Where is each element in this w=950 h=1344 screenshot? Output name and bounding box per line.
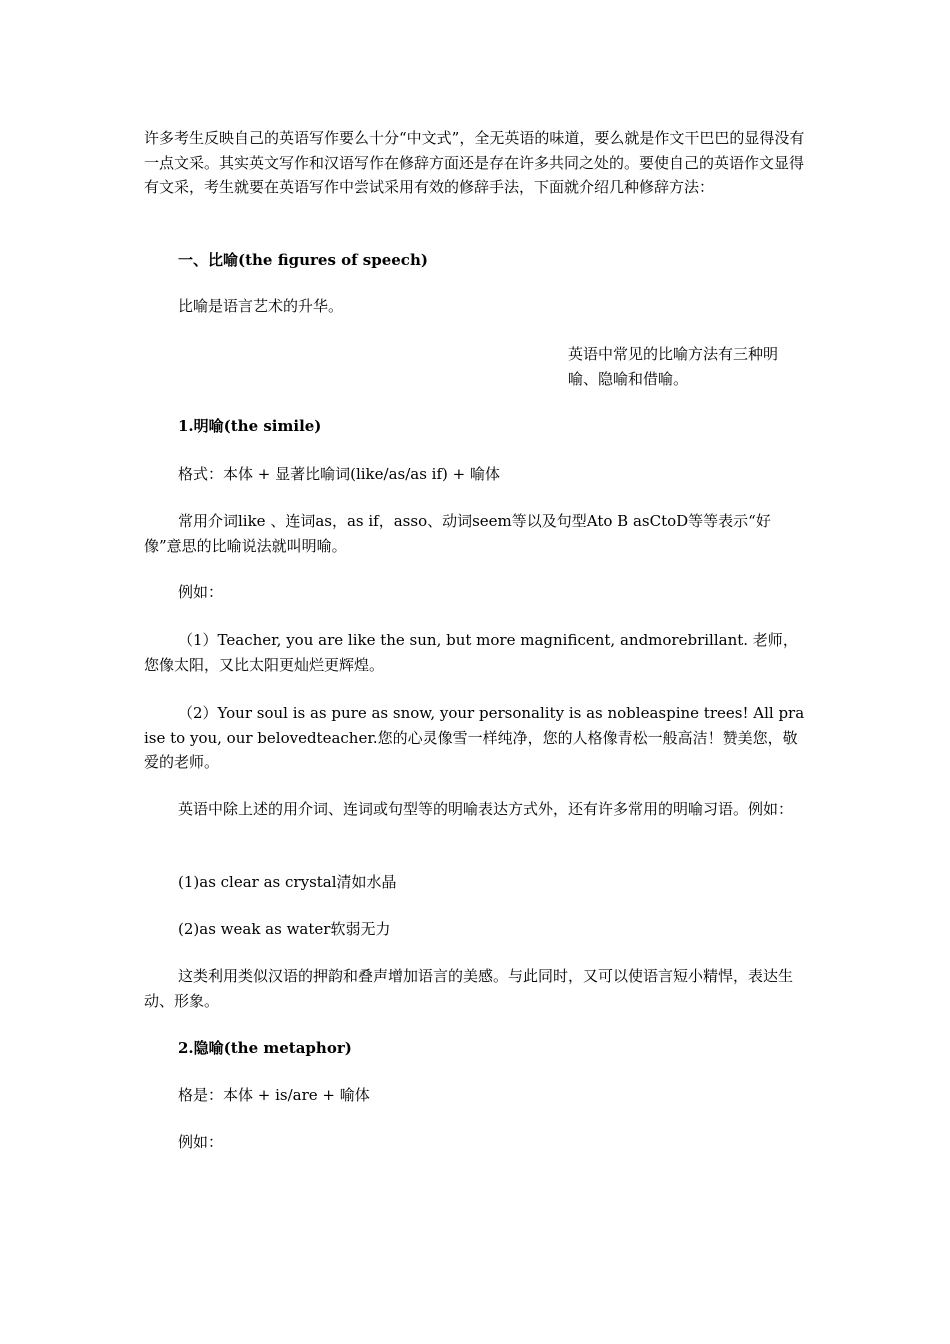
idiom-item-1: (1)as clear as crystal清如水晶	[178, 873, 397, 891]
simile-description: 常用介词like 、连词as，as if，asso、动词seem等以及句型Ato B asCtoD等等表示“好像”意思的比喻说法就叫明喻。	[144, 512, 771, 555]
idiom-item-2: (2)as weak as water软弱无力	[178, 920, 391, 938]
section-lead-text: 比喻是语言艺术的升华。	[178, 297, 344, 315]
metaphor-example-label: 例如：	[178, 1133, 224, 1151]
subheading-simile: 1.明喻(the simile)	[178, 417, 322, 435]
subheading-metaphor: 2.隐喻(the metaphor)	[178, 1039, 352, 1057]
metaphor-format-line: 格是：本体 + is/are + 喻体	[178, 1086, 370, 1104]
aside-note-metaphor-types: 英语中常见的比喻方法有三种明喻、隐喻和借喻。	[568, 345, 779, 388]
idioms-note-paragraph: 这类利用类似汉语的押韵和叠声增加语言的美感。与此同时，又可以使语言短小精悍，表达生动、形象。	[144, 967, 794, 1010]
simile-example-2: （2）Your soul is as pure as snow, your personality is as nobleaspine trees! All praise to you, our belovedteacher.您的心灵像雪一样纯净，您的人格像青松一般高洁！赞美您，敬爱的老师。	[144, 704, 805, 771]
simile-format-line: 格式：本体 + 显著比喻词(like/as/as if) + 喻体	[178, 465, 500, 483]
section-heading-figures-of-speech: 一、比喻(the figures of speech)	[178, 251, 428, 269]
idioms-intro-paragraph: 英语中除上述的用介词、连词或句型等的明喻表达方式外，还有许多常用的明喻习语。例如：	[178, 800, 794, 818]
simile-example-label: 例如：	[178, 583, 224, 601]
intro-paragraph: 许多考生反映自己的英语写作要么十分“中文式”，全无英语的味道，要么就是作文干巴巴的显得没有一点文采。其实英文写作和汉语写作在修辞方面还是存在许多共同之处的。要使自己的英语作文显得有文采，考生就要在英语写作中尝试采用有效的修辞手法，下面就介绍几种修辞方法：	[144, 129, 805, 196]
simile-example-1: （1）Teacher, you are like the sun, but more magnificent, andmorebrillant. 老师，您像太阳，又比太阳更灿烂更辉煌。	[144, 631, 798, 674]
